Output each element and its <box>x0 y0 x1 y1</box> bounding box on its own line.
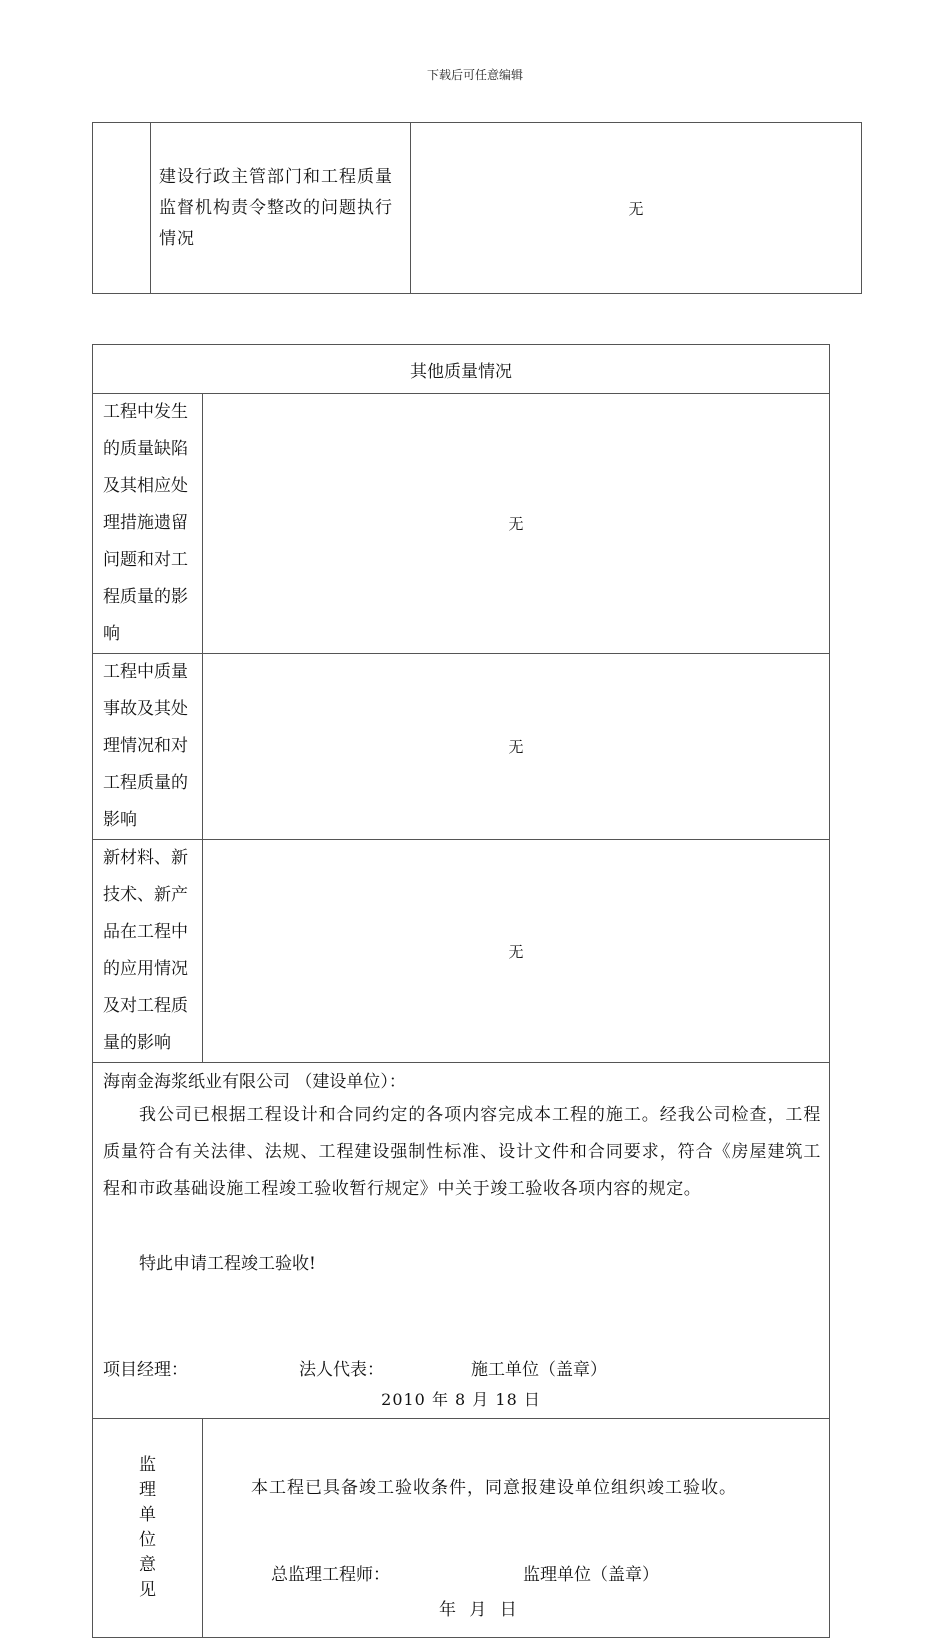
application-request: 特此申请工程竣工验收! <box>139 1254 316 1274</box>
table-row <box>93 394 830 654</box>
addressee-company: 海南金海浆纸业有限公司 （建设单位）： <box>103 1072 406 1092</box>
supervision-seal-label: 监理单位（盖章） <box>523 1565 659 1585</box>
supervision-label <box>93 1419 203 1638</box>
contractor-seal-label: 施工单位（盖章） <box>471 1360 607 1380</box>
quality-defect-value: 无 <box>203 394 830 654</box>
quality-defect-label: 工程中发生的质量缺陷及其相应处理措施遗留问题和对工程质量的影响 <box>93 394 203 654</box>
rectification-table <box>92 122 862 294</box>
quality-table <box>92 344 830 1638</box>
rectification-value: 无 <box>411 123 862 294</box>
new-materials-label: 新材料、新技术、新产品在工程中的应用情况及对工程质量的影响 <box>93 840 203 1063</box>
supervision-label-char: 见 <box>139 1580 156 1600</box>
supervision-label-char: 监 <box>139 1455 156 1475</box>
quality-accident-label: 工程中质量事故及其处理情况和对工程质量的影响 <box>93 654 203 840</box>
project-manager-label: 项目经理： <box>103 1360 188 1380</box>
supervision-opinion: 本工程已具备竣工验收条件，同意报建设单位组织竣工验收。 <box>251 1478 737 1498</box>
page-header-note: 下载后可任意编辑 <box>426 68 523 82</box>
application-date: 2010 年 8 月 18 日 <box>381 1390 541 1409</box>
quality-title: 其他质量情况 <box>93 345 830 394</box>
supervision-label-char: 位 <box>139 1530 156 1550</box>
table-row <box>93 840 830 1063</box>
chief-engineer-label: 总监理工程师： <box>271 1565 390 1585</box>
blank-cell <box>93 123 151 294</box>
application-cell <box>93 1063 830 1419</box>
new-materials-value: 无 <box>203 840 830 1063</box>
supervision-opinion-cell <box>203 1419 830 1638</box>
table-row <box>93 654 830 840</box>
quality-accident-value: 无 <box>203 654 830 840</box>
rectification-label: 建设行政主管部门和工程质量监督机构责令整改的问题执行情况 <box>151 123 411 294</box>
supervision-date: 年 月 日 <box>439 1600 517 1620</box>
supervision-label-char: 单 <box>139 1505 156 1525</box>
application-paragraph: 我公司已根据工程设计和合同约定的各项内容完成本工程的施工。经我公司检查，工程质量符合有关法律、法规、工程建设强制性标准、设计文件和合同要求，符合《房屋建筑工程和市政基础设施工程竣工验收暂行规定》中关于竣工验收各项内容的规定。 <box>103 1105 821 1199</box>
supervision-label-char: 理 <box>139 1480 156 1500</box>
supervision-label-char: 意 <box>139 1555 156 1575</box>
legal-rep-label: 法人代表： <box>299 1360 384 1380</box>
